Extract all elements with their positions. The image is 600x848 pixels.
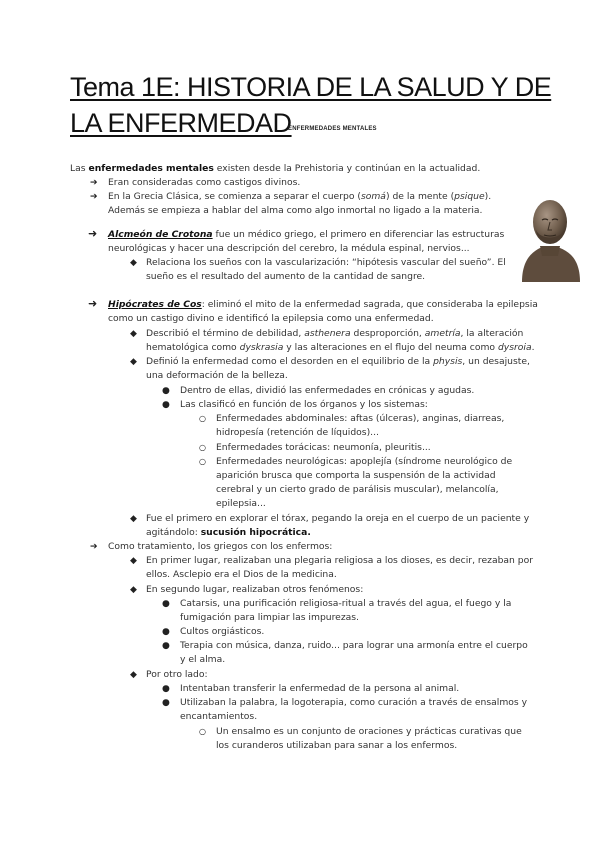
text: En la Grecia Clásica, se comienza a separar el cuerpo ( <box>108 191 361 202</box>
trat-catarsis-line-2: fumigación para limpiar las impurezas. <box>180 612 359 623</box>
hip-definio-line-2: una deformación de la belleza. <box>146 370 288 381</box>
tratamiento-heading: Como tratamiento, los griegos con los enfermos: <box>108 541 333 552</box>
text: , un desajuste, <box>462 356 530 367</box>
page-title-line-2: LA ENFERMEDAD <box>70 108 292 138</box>
alcmeon-name: Alcmeón de Crotona <box>108 229 213 240</box>
diamond-bullet: ◆ <box>130 585 137 595</box>
point-castigos-divinos: Eran consideradas como castigos divinos. <box>108 177 301 188</box>
circle-bullet: ○ <box>199 414 206 423</box>
diamond-bullet: ◆ <box>130 670 137 680</box>
diamond-bullet: ◆ <box>130 357 137 367</box>
text: ). <box>484 191 492 202</box>
enf-neurologicas-line-2: aparición brusca que comporta la suspensión de la actividad <box>216 470 496 481</box>
text: ) de la mente ( <box>385 191 455 202</box>
circle-bullet: ○ <box>199 443 206 452</box>
text: Definió la enfermedad como el desorden en el equilibrio de la <box>146 356 434 367</box>
enf-abdominales-line-2: hidropesía (retención de líquidos)... <box>216 427 379 438</box>
trat-logoterapia-line-1: Utilizaban la palabra, la logoterapia, como curación a través de ensalmos y <box>180 697 528 708</box>
hip-torax-line-1: Fue el primero en explorar el tórax, pegando la oreja en el cuerpo de un paciente y <box>146 513 530 524</box>
alcmeon-line-1 <box>108 228 504 242</box>
page-subtitle: ENFERMEDADES MENTALES <box>288 126 377 132</box>
text: : eliminó el mito de la enfermedad sagrada, que consideraba la epilepsia <box>201 299 538 310</box>
trat-cultos: Cultos orgiásticos. <box>180 626 265 637</box>
dot-bullet: ● <box>162 684 170 694</box>
alcmeon-line-2: neurológicas y hacer una descripción del cerebro, la médula espinal, nervios... <box>108 243 470 254</box>
hip-definio-line-1 <box>146 355 530 369</box>
trat-fenomenos: En segundo lugar, realizaban otros fenómenos: <box>146 584 364 595</box>
hip-clasificacion: Las clasificó en función de los órganos y los sistemas: <box>180 399 428 410</box>
hip-debilidad-line-2 <box>146 341 535 355</box>
trat-catarsis-line-1: Catarsis, una purificación religiosa-ritual a través del agua, el fuego y la <box>180 598 512 609</box>
trat-plegaria-line-1: En primer lugar, realizaban una plegaria religiosa a los dioses, es decir, rezaban por <box>146 555 534 566</box>
diamond-bullet: ◆ <box>130 329 137 339</box>
dot-bullet: ● <box>162 641 170 651</box>
intro-line <box>70 162 480 176</box>
text: fue un médico griego, el primero en diferenciar las estructuras <box>212 229 505 240</box>
trat-logoterapia-line-2: encantamientos. <box>180 711 258 722</box>
trat-por-otro-lado: Por otro lado: <box>146 669 208 680</box>
trat-ensalmo-line-2: los curanderos utilizaban para sanar a los enfermos. <box>216 740 458 751</box>
text: desproporción, <box>350 328 425 339</box>
diamond-bullet: ◆ <box>130 258 137 268</box>
trat-plegaria-line-2: ellos. Asclepio era el Dios de la medicina. <box>146 569 337 580</box>
circle-bullet: ○ <box>199 457 206 466</box>
alcmeon-suenos-line-1: Relaciona los sueños con la vascularización: “hipótesis vascular del sueño”. El <box>146 257 506 268</box>
arrow-bullet: ➔ <box>90 192 98 202</box>
text: hematológica como <box>146 342 240 353</box>
arrow-bullet: ➔ <box>90 178 98 188</box>
intro-pre: Las <box>70 163 89 174</box>
text: , la alteración <box>460 328 524 339</box>
hip-torax-line-2 <box>146 526 311 540</box>
dot-bullet: ● <box>162 627 170 637</box>
term-psique: psique <box>454 191 485 202</box>
diamond-bullet: ◆ <box>130 556 137 566</box>
term-asthenera: asthenera <box>304 328 351 339</box>
term-physis: physis <box>433 356 463 367</box>
page-title-line-1: Tema 1E: HISTORIA DE LA SALUD Y DE <box>70 72 552 102</box>
intro-bold-term: enfermedades mentales <box>88 163 214 174</box>
dot-bullet: ● <box>162 698 170 708</box>
text: agitándolo: <box>146 527 201 538</box>
hip-debilidad-line-1 <box>146 327 523 341</box>
circle-bullet: ○ <box>199 727 206 736</box>
text: y las alteraciones en el flujo del neuma como <box>283 342 498 353</box>
dot-bullet: ● <box>162 400 170 410</box>
dot-bullet: ● <box>162 386 170 396</box>
enf-toracicas: Enfermedades torácicas: neumonía, pleuritis... <box>216 442 431 453</box>
trat-terapia-line-2: y el alma. <box>180 654 226 665</box>
diamond-bullet: ◆ <box>130 514 137 524</box>
text: Describió el término de debilidad, <box>146 328 305 339</box>
enf-neurologicas-line-3: cerebral y un cierto grado de parálisis muscular), melancolía, <box>216 484 499 495</box>
hipocrates-name: Hipócrates de Cos <box>108 299 202 310</box>
arrow-bullet-bold: ➜ <box>88 297 98 310</box>
point-grecia-clasica <box>108 190 491 204</box>
arrow-bullet: ➔ <box>90 542 98 552</box>
dot-bullet: ● <box>162 599 170 609</box>
arrow-bullet-bold: ➜ <box>88 227 98 240</box>
alcmeon-suenos-line-2: sueño es el resultado del aumento de la cantidad de sangre. <box>146 271 426 282</box>
hipocrates-line-1 <box>108 298 538 312</box>
term-sucusion-hipocratica: sucusión hipocrática. <box>200 527 311 538</box>
trat-ensalmo-line-1: Un ensalmo es un conjunto de oraciones y prácticas curativas que <box>216 726 522 737</box>
trat-transferir: Intentaban transferir la enfermedad de la persona al animal. <box>180 683 460 694</box>
enf-neurologicas-line-4: epilepsia... <box>216 498 266 509</box>
trat-terapia-line-1: Terapia con música, danza, ruido... para lograr una armonía entre el cuerpo <box>180 640 528 651</box>
term-dyskrasia: dyskrasia <box>239 342 284 353</box>
text: . <box>531 342 535 353</box>
term-ametria: ametría <box>424 328 461 339</box>
hipocrates-line-2: como un castigo divino e identificó la epilepsia como una enfermedad. <box>108 313 434 324</box>
intro-post: existen desde la Prehistoria y continúan en la actualidad. <box>213 163 481 174</box>
point-grecia-clasica-line-2: Además se empieza a hablar del alma como algo inmortal no ligado a la materia. <box>108 205 483 216</box>
term-soma: somá <box>360 191 386 202</box>
hip-cronicas-agudas: Dentro de ellas, dividió las enfermedades en crónicas y agudas. <box>180 385 475 396</box>
enf-abdominales-line-1: Enfermedades abdominales: aftas (úlceras), anginas, diarreas, <box>216 413 505 424</box>
enf-neurologicas-line-1: Enfermedades neurológicas: apoplejía (síndrome neurológico de <box>216 456 513 467</box>
term-dysroia: dysroia <box>497 342 532 353</box>
